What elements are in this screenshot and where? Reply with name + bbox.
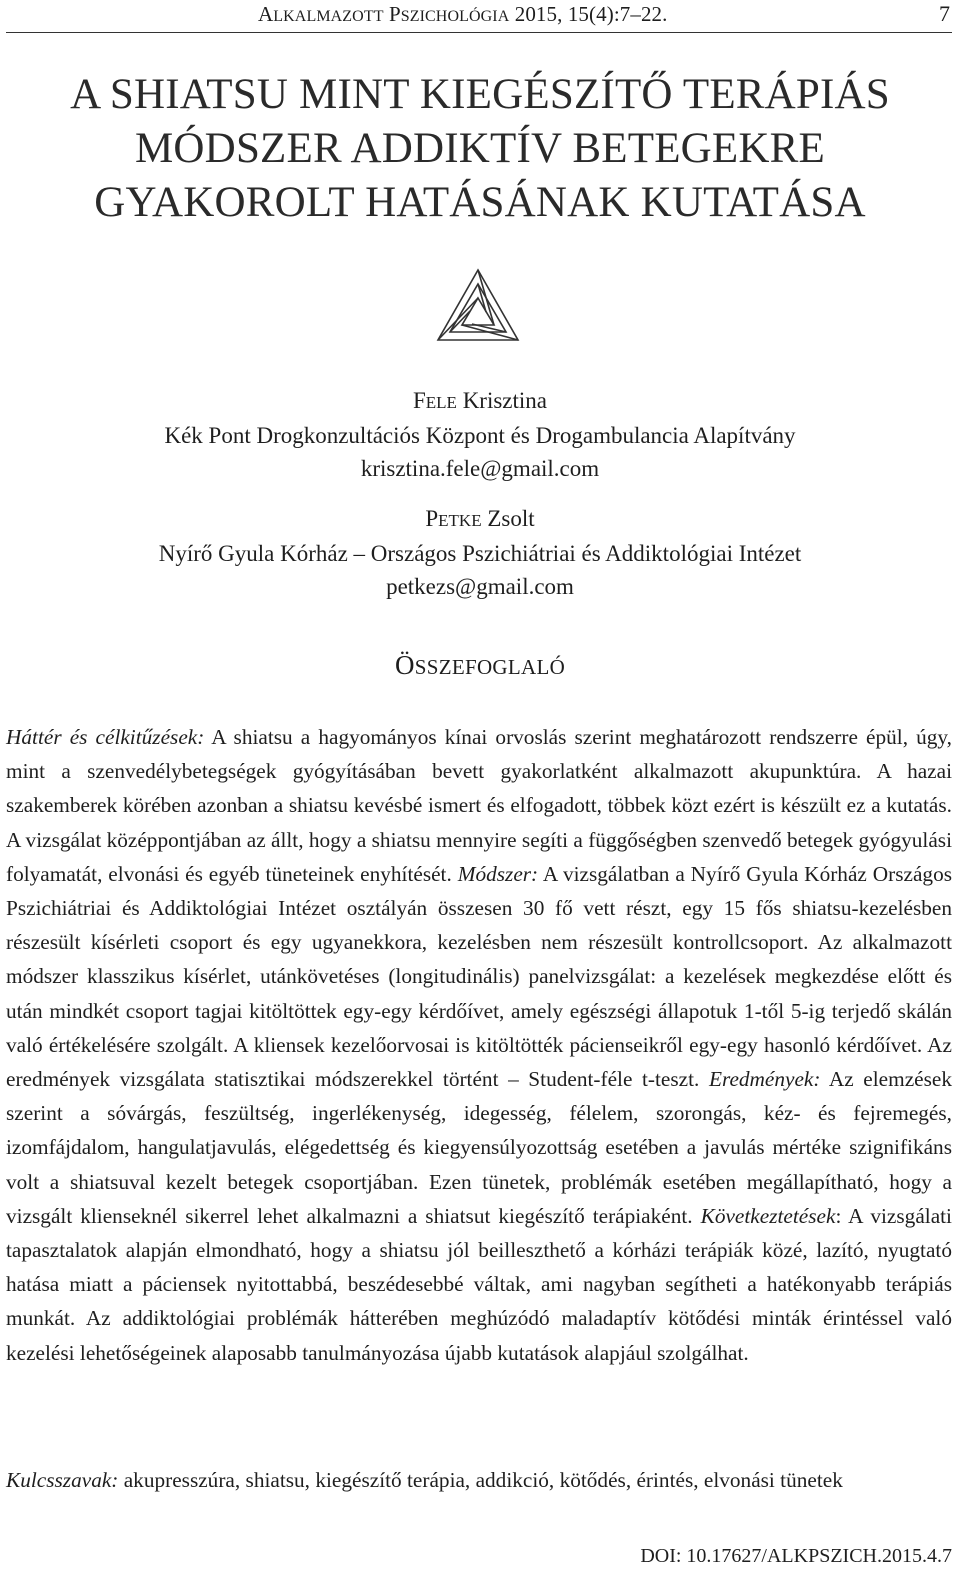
title-line: GYAKOROLT HATÁSÁNAK KUTATÁSA [94, 179, 866, 226]
method-label: Módszer: [457, 861, 539, 886]
journal-word-1-rest: LKALMAZOTT [273, 8, 384, 25]
keywords-label: Kulcsszavak: [6, 1468, 119, 1492]
background-label: Háttér és célkitűzések: [6, 725, 205, 749]
conclusions-text: : A vizsgálati tapasztalatok alapján elmondható, hogy a shiatsu jól beilleszthető a kórházi terápiák közé, lazító, nyugtató hatása miatt a páciensek nyitottabbá, beszédesebbé váltak, ami nagyban segítheti a hatékonyabb terápiás munkát. Az addiktológiai problémák hátterében meghúzódó maladaptív kötődési minták érintéssel való kezelési lehetőségeinek alaposabb tanulmányozása újabb kutatások alapjául szolgálhat. [6, 1203, 952, 1365]
author-email[interactable]: petkezs@gmail.com [386, 574, 574, 599]
author-email[interactable]: krisztina.fele@gmail.com [360, 456, 600, 481]
author-affiliation: Kék Pont Drogkonzultációs Központ és Drogambulancia Alapítvány [164, 423, 796, 448]
article-title [20, 68, 940, 230]
results-label: Eredmények: [708, 1067, 821, 1092]
author-name [0, 384, 960, 419]
title-line: MÓDSZER ADDIKTÍV BETEGEKRE [135, 125, 825, 172]
abstract-heading-rest: SSZEFOGLALÓ [414, 655, 566, 679]
journal-initial-a: A [258, 2, 274, 26]
abstract-body [6, 720, 952, 1370]
doi[interactable]: DOI: 10.17627/ALKPSZICH.2015.4.7 [640, 1545, 952, 1567]
results-text: Az elemzések szerint a sóvárgás, feszültség, ingerlékenység, idegesség, félelem, szorongás, kéz- és fejremegés, izomfájdalom, hangulatjavulás, elégedettség és kiegyensúlyozottság esetében a javulás mértéke szignifikáns volt a shiatsuval kezelt betegek csoportjában. Ezen tünetek, problémák esetében megállapítható, hogy a vizsgált klienseknél sikerrel lehet alkalmazni a shiatsut kiegészítő terápiaként. [6, 1067, 952, 1228]
citation-volume-issue: 2015, 15(4):7–22. [514, 2, 668, 26]
journal-word-2-rest: SZICHOLÓGIA [400, 8, 510, 25]
surname-rest: ELE [425, 393, 457, 412]
given-name: Zsolt [487, 506, 535, 531]
abstract-heading-initial: Ö [394, 650, 415, 680]
abstract-heading [0, 650, 960, 681]
running-head [6, 0, 952, 33]
title-line: A SHIATSU MINT KIEGÉSZÍTŐ TERÁPIÁS [70, 71, 890, 118]
surname-initial: F [412, 388, 426, 413]
author-affiliation: Nyírő Gyula Kórház – Országos Pszichiátriai és Addiktológiai Intézet [158, 541, 802, 566]
surname-rest: ETKE [438, 511, 482, 530]
keywords-text: akupresszúra, shiatsu, kiegészítő terápia, addikció, kötődés, érintés, elvonási tünetek [118, 1468, 843, 1492]
given-name: Krisztina [462, 388, 547, 413]
journal-initial-p: P [388, 2, 401, 26]
journal-citation [258, 2, 668, 27]
method-text: A vizsgálatban a Nyírő Gyula Kórház Országos Pszichiátriai és Addiktológiai Intézet osztályán összesen 30 fő vett részt, egy 15 fős shiatsu-kezelésben részesült kísérleti csoport és egy ugyanekkora, kezelésben nem részesült kontrollcsoport. Az alkalmazott módszer klasszikus kísérlet, utánkövetéses (longitudinális) panelvizsgálat: a kezelések megkezdése előtt és után mindkét csoport tagjai kitöltöttek egy-egy kérdőívet, amely egészségi állapotuk 1-től 5-ig terjedő skálán való értékelésére szolgált. A kliensek kezelőorvosai is kitöltötték pácienseikről egy-egy hasonló kérdőívet. Az eredmények vizsgálata statisztikai módszerekkel történt – Student-féle t-teszt. [6, 861, 953, 1092]
page-number: 7 [939, 1, 950, 26]
keywords [6, 1463, 952, 1497]
surname-initial: P [425, 506, 439, 531]
author-block [0, 384, 960, 485]
author-list [0, 384, 960, 603]
impossible-triangle-logo-icon [436, 268, 520, 342]
background-text: A shiatsu a hagyományos kínai orvoslás szerint meghatározott rendszerre épül, úgy, mint a szenvedélybetegségek gyógyításában bevett gyakorlatként alkalmazott akupunktúra. A hazai szakemberek körében azonban a shiatsu kevésbé ismert és elfogadott, többek közt ezért is készült ez a kutatás. A vizsgálat középpontjában az állt, hogy a shiatsu mennyire segíti a függőségben szenvedő betegek gyógyulási folyamatát, elvonási és egyéb tüneteinek enyhítését. [6, 725, 953, 886]
author-name [0, 502, 960, 537]
author-block [0, 502, 960, 603]
conclusions-label: Következtetések [700, 1203, 836, 1228]
